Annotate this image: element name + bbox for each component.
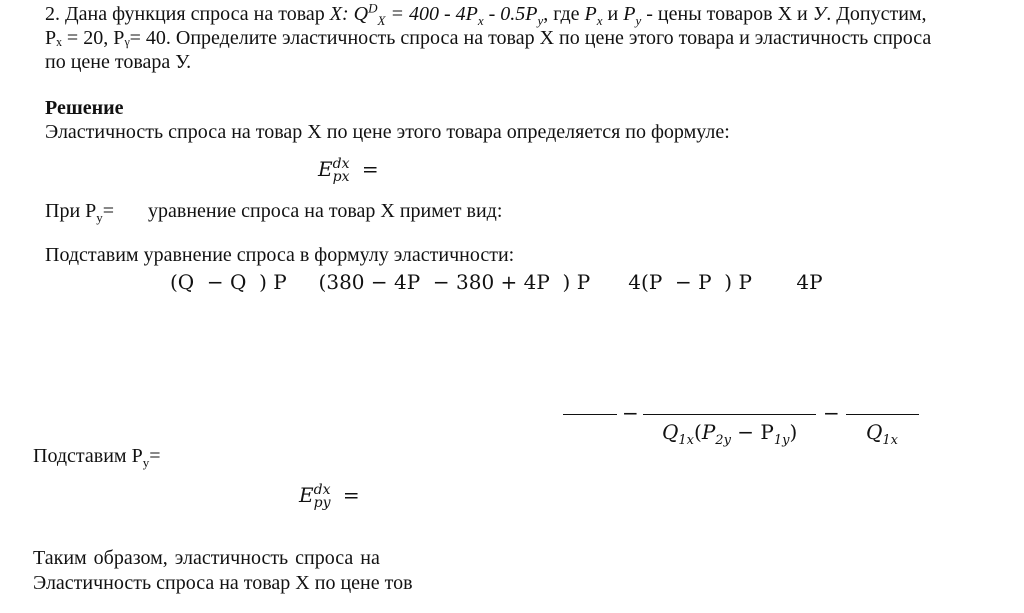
solution-heading: Решение xyxy=(45,97,124,119)
problem-line-2: Pₓ = 20, Pᵧ= 40. Определите эластичность спроса на товар X по цене этого товара и эластичность спроса xyxy=(45,27,932,49)
solution-paragraph-3: Подставим уравнение спроса в формулу эластичности: xyxy=(45,244,515,266)
solution-paragraph-2b: уравнение спроса на товар X примет вид: xyxy=(148,200,503,222)
fraction-bar-2 xyxy=(643,414,816,415)
solution-paragraph-5: Таким образом, эластичность спроса на xyxy=(33,547,380,569)
elasticity-formula-px: E dx px = xyxy=(318,155,379,185)
elasticity-formula-py: E dx py = xyxy=(299,481,360,511)
solution-paragraph-4: Подставим $P_y=$ xyxy=(33,445,161,470)
fraction-bar-3 xyxy=(846,414,919,415)
solution-paragraph-6: Эластичность спроса на товар X по цене тов xyxy=(33,572,413,594)
problem-line-3: по цене товара У. xyxy=(45,51,192,73)
minus-sign-1: − xyxy=(622,401,639,425)
minus-sign-2: − xyxy=(823,401,840,425)
clipped-formula-line: (Q − Q ) P (380 − 4P − 380 + 4P ) P 4(P − P ) P 4P xyxy=(170,270,823,294)
fraction-denominator-2: $Q_{1x}$ xyxy=(866,420,899,448)
fraction-denominator-1: $Q_{1x}(P_{2y} - P_{1y})$ xyxy=(662,420,798,448)
problem-line-1: 2. Дана функция спроса на товар X: $Q^D_X = 400 - 4P_x - 0.5P_y$, где $P_x$ и $P_y$ - цены товаров X и У. Допустим, xyxy=(45,0,927,28)
fraction-bar-1 xyxy=(563,414,617,415)
solution-paragraph-2a: При $P_y=$ xyxy=(45,200,115,225)
solution-paragraph-1: Эластичность спроса на товар X по цене этого товара определяется по формуле: xyxy=(45,121,730,143)
